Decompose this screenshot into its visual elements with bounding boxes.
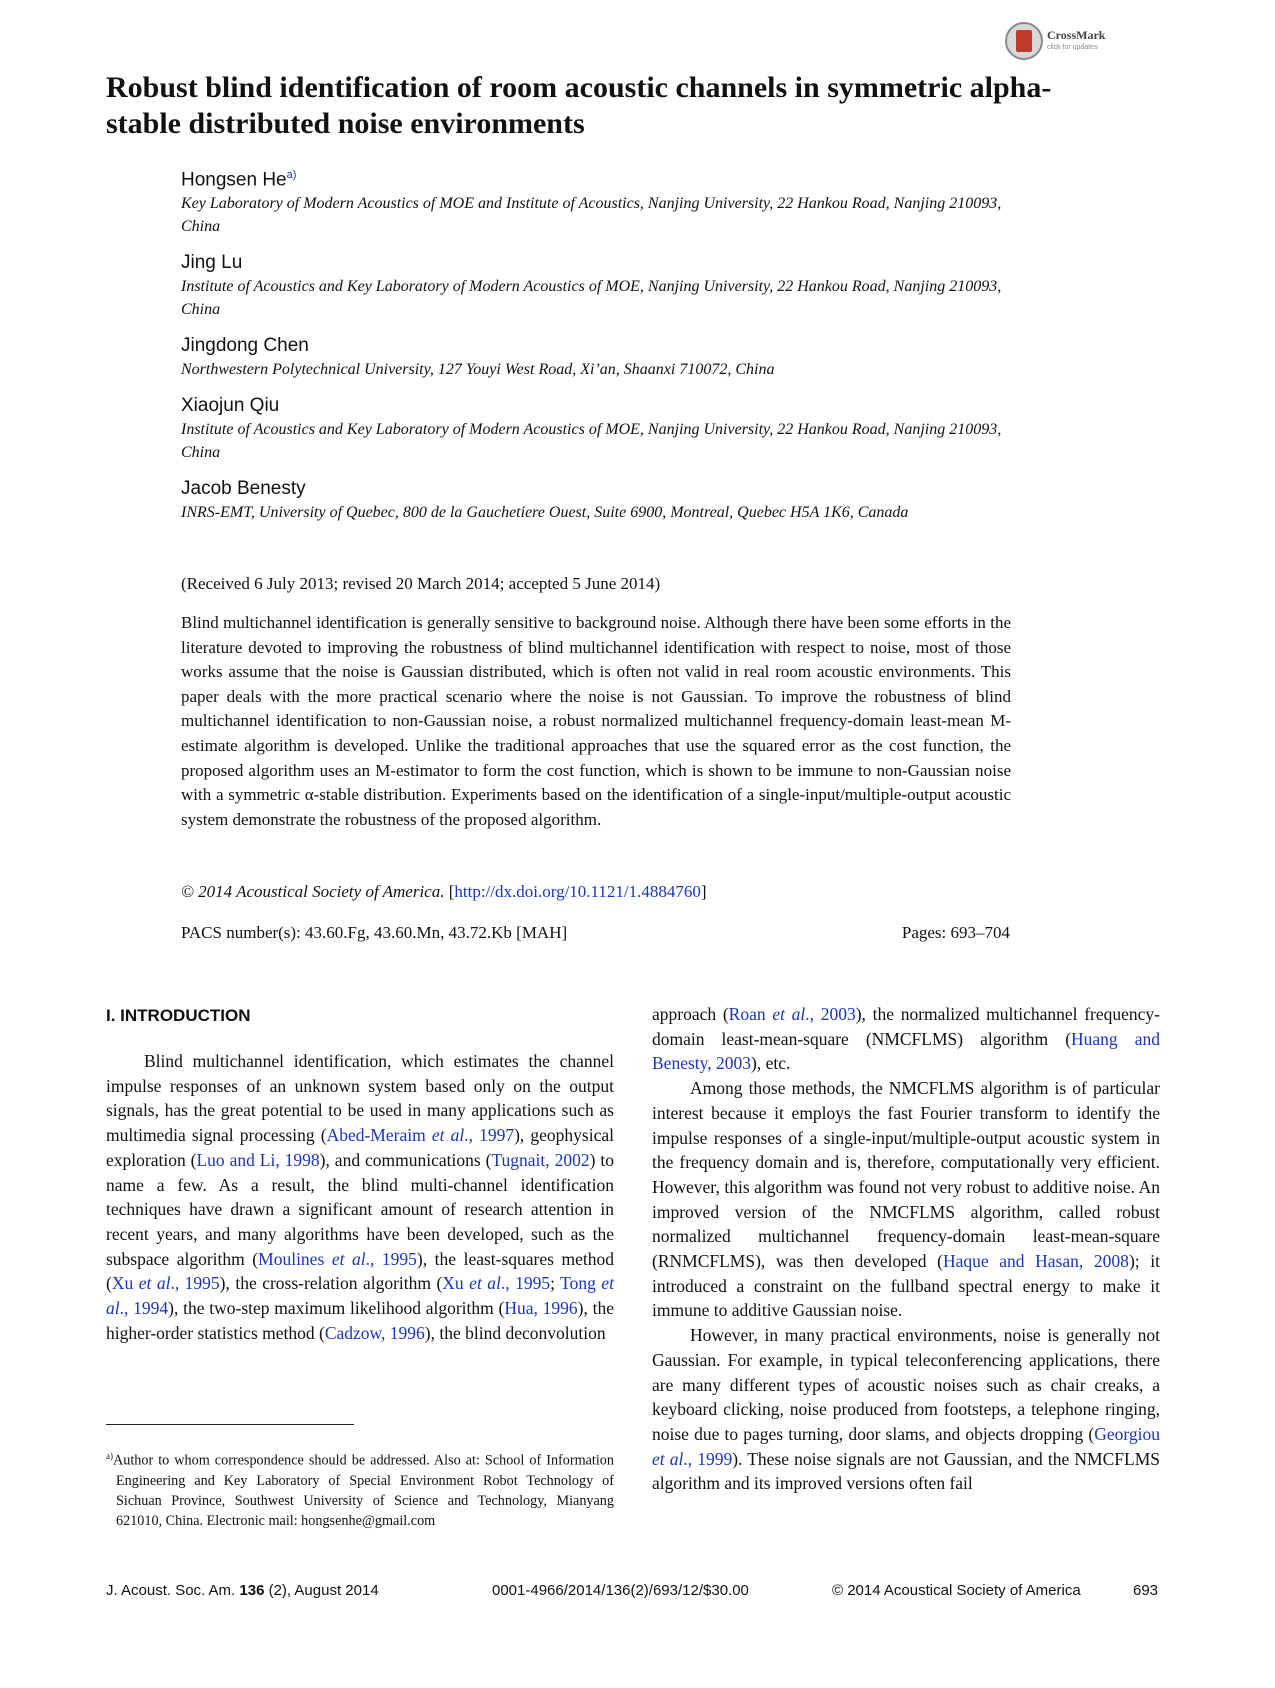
paragraph — [106, 1049, 614, 1345]
footnote-text: Author to whom correspondence should be addressed. Also at: School of Information Engineering and Key Laboratory of Special Environment Robot Technology of Sichuan Province, Southwest University of Science and Technology, Mianyang 621010, China. Electronic mail: hongsenhe@gmail.com — [113, 1452, 614, 1529]
pacs-numbers: PACS number(s): 43.60.Fg, 43.60.Mn, 43.72.Kb [MAH] — [181, 923, 568, 942]
copyright-society: © 2014 Acoustical Society of America. — [181, 882, 445, 901]
author-list — [181, 163, 1021, 537]
citation-link[interactable]: Cadzow, 1996 — [324, 1322, 425, 1343]
citation-link[interactable]: Georgiou — [1094, 1423, 1160, 1444]
text-run: ), the normalized multichannel frequency-domain least-mean-square (NMCFLMS) algorithm ( — [652, 1004, 1160, 1049]
citation-link[interactable]: ., 1997 — [464, 1125, 515, 1146]
citation-link[interactable]: Abed-Meraim — [326, 1125, 432, 1146]
text-run: approach ( — [652, 1004, 729, 1024]
citation-link[interactable]: Tugnait, 2002 — [491, 1149, 590, 1170]
footnote — [106, 1446, 614, 1531]
citation-link[interactable]: et al — [431, 1125, 465, 1146]
author-footnote-link[interactable]: a) — [286, 169, 297, 181]
author-affiliation: INRS-EMT, University of Quebec, 800 de la Gauchetiere Ouest, Suite 6900, Montreal, Quebec H5A 1K6, Canada — [181, 504, 909, 522]
text-run: ), the two-step maximum likelihood algorithm ( — [168, 1298, 505, 1319]
citation-link[interactable]: ., 1999 — [683, 1448, 733, 1469]
citation-link[interactable]: Xu — [442, 1273, 470, 1294]
footnote-rule — [106, 1424, 354, 1425]
article-title: Robust blind identification of room acoustic channels in symmetric alpha-stable distributed noise environments — [106, 71, 1052, 140]
doi-link[interactable]: http://dx.doi.org/10.1121/1.4884760 — [454, 882, 701, 901]
left-column — [106, 1049, 614, 1345]
author-affiliation: Northwestern Polytechnical University, 127 Youyi West Road, Xi’an, Shaanxi 710072, China — [181, 361, 775, 379]
citation-link[interactable]: et al — [138, 1273, 171, 1294]
text-run: ) to name a few. As a result, the blind multi-channel identification techniques have drawn a significant amount of research attention in recent years, and many algorithms have been developed, such as the subspace algorithm ( — [106, 1149, 614, 1269]
text-run: Blind multichannel identification, which estimates the channel impulse responses of an unknown system based only on the output signals, has the great potential to be used in many applications such as multimedia signal processing ( — [106, 1051, 614, 1146]
right-column — [652, 1002, 1160, 1496]
text-run: ), the higher-order statistics method ( — [106, 1298, 614, 1343]
citation-link[interactable]: et al — [772, 1004, 806, 1024]
citation-link[interactable]: Xu — [111, 1273, 139, 1294]
author-block — [181, 394, 1021, 464]
text-run: ). These noise signals are not Gaussian, and the NMCFLMS algorithm and its improved versions often fail — [652, 1448, 1160, 1494]
author-affiliation: Key Laboratory of Modern Acoustics of MOE and Institute of Acoustics, Nanjing University, 22 Hankou Road, Nanjing 210093, China — [181, 195, 1002, 236]
citation-link[interactable]: ., 1995 — [170, 1273, 220, 1294]
crossmark-label: CrossMark — [1047, 28, 1106, 42]
doi-bracket-close: ] — [700, 882, 707, 901]
text-run: ), the cross-relation algorithm ( — [219, 1273, 443, 1294]
footer-journal — [106, 1582, 379, 1599]
page-range: Pages: 693–704 — [901, 923, 1010, 942]
author-block — [181, 334, 1021, 381]
citation-link[interactable]: Haque and Hasan, 2008 — [942, 1251, 1129, 1272]
author-block — [181, 163, 1021, 238]
page-number: 693 — [1133, 1582, 1159, 1599]
citation-link[interactable]: et al — [331, 1248, 366, 1269]
text-run: ), etc. — [751, 1053, 791, 1074]
paragraph — [652, 1323, 1160, 1496]
footer-code: 0001-4966/2014/136(2)/693/12/$30.00 — [492, 1582, 749, 1599]
footer-copyright: © 2014 Acoustical Society of America — [832, 1582, 1081, 1599]
text-run: ), geophysical exploration ( — [106, 1125, 614, 1170]
journal-volume: 136 — [239, 1582, 265, 1599]
citation-link[interactable]: Hua, 1996 — [504, 1298, 578, 1319]
citation-link[interactable]: Roan — [728, 1004, 773, 1024]
abstract-copyright — [181, 882, 707, 902]
received-dates: (Received 6 July 2013; revised 20 March 2014; accepted 5 June 2014) — [181, 574, 661, 593]
citation-link[interactable]: Luo and Li, 1998 — [196, 1149, 320, 1170]
footnote-mark: a) — [106, 1451, 113, 1461]
citation-link[interactable]: Moulines — [258, 1248, 332, 1269]
citation-link[interactable]: Huang and Benesty, 2003 — [652, 1028, 1160, 1074]
paragraph — [652, 1076, 1160, 1323]
author-name: Xiaojun Qiu — [181, 395, 280, 417]
text-run: ), and communications ( — [319, 1149, 492, 1170]
author-block — [181, 251, 1021, 321]
citation-link[interactable]: ., 1995 — [365, 1248, 417, 1269]
abstract: Blind multichannel identification is generally sensitive to background noise. Although there have been some efforts in the literature devoted to improving the robustness of blind multichannel identification with respect to noise, most of those works assume that the noise is Gaussian distributed, which is often not valid in real room acoustic environments. This paper deals with the more practical scenario where the noise is not Gaussian. To improve the robustness of blind multichannel identification to non-Gaussian noise, a robust normalized multichannel frequency-domain least-mean M-estimate algorithm is developed. Unlike the traditional approaches that use the squared error as the cost function, the proposed algorithm uses an M-estimator to form the cost function, which is shown to be immune to non-Gaussian noise with a symmetric α-stable distribution. Experiments based on the identification of a single-input/multiple-output acoustic system demonstrate the robustness of the proposed algorithm. — [181, 613, 1011, 829]
citation-link[interactable]: et al — [106, 1273, 615, 1319]
citation-link[interactable]: et al — [652, 1448, 684, 1469]
text-run: ); it introduced a constraint on the fullband spectral energy to make it immune to additive Gaussian noise. — [652, 1251, 1160, 1321]
paragraph — [652, 1002, 1160, 1076]
crossmark-sublabel: click for updates — [1047, 44, 1098, 51]
citation-link[interactable]: ., 2003 — [805, 1004, 856, 1024]
text-run: ), the blind deconvolution — [424, 1322, 606, 1343]
author-affiliation: Institute of Acoustics and Key Laboratory of Modern Acoustics of MOE, Nanjing University, 22 Hankou Road, Nanjing 210093, China — [181, 421, 1002, 462]
citation-link[interactable]: ., 1994 — [119, 1298, 169, 1319]
citation-link[interactable]: et al — [469, 1273, 501, 1294]
citation-link[interactable]: Tong — [560, 1273, 602, 1294]
section-heading: I. INTRODUCTION — [106, 1006, 251, 1025]
author-name: Jing Lu — [181, 252, 243, 274]
author-name: Jingdong Chen — [181, 335, 309, 357]
author-affiliation: Institute of Acoustics and Key Laboratory of Modern Acoustics of MOE, Nanjing University, 22 Hankou Road, Nanjing 210093, China — [181, 278, 1002, 319]
citation-link[interactable]: ., 1995 — [500, 1273, 551, 1294]
crossmark-icon — [1005, 22, 1043, 60]
text-run: ), the least-squares method ( — [106, 1248, 614, 1294]
text-run: Among those methods, the NMCFLMS algorithm is of particular interest because it employs the fast Fourier transform to identify the impulse responses of a single-input/multiple-output acoustic system in the frequency domain and is, therefore, computationally very efficient. However, this algorithm was found not very robust to additive noise. An improved version of the NMCFLMS algorithm, called robust normalized multichannel frequency-domain least-mean-square (RNMCFLMS), was then developed ( — [652, 1078, 1160, 1272]
doi-bracket-open: [ — [448, 882, 455, 901]
author-block — [181, 477, 1021, 524]
crossmark-badge[interactable] — [1005, 22, 1115, 62]
journal-name: J. Acoust. Soc. Am. — [106, 1582, 240, 1599]
author-name: Hongsen He$^{a)}$ — [181, 169, 297, 191]
author-name: Jacob Benesty — [181, 478, 306, 500]
journal-issue: (2), August 2014 — [264, 1582, 379, 1599]
text-run: However, in many practical environments, noise is generally not Gaussian. For example, in typical teleconferencing applications, there are many different types of acoustic noises such as chair creaks, a keyboard clicking, noise produced from footsteps, a telephone ringing, noise due to pages turning, door slams, and objects dropping ( — [652, 1325, 1160, 1444]
text-run: ; — [550, 1273, 561, 1294]
